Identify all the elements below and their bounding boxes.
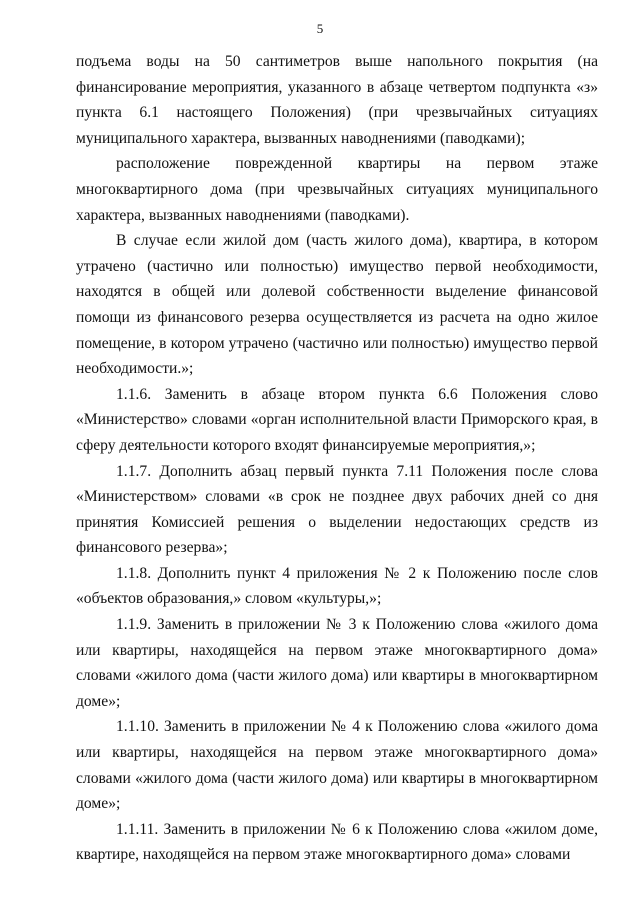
paragraph: 1.1.10. Заменить в приложении № 4 к Положению слова «жилого дома или квартиры, находящейся на первом этаже многоквартирного дома» словами «жилого дома (части жилого дома) или квартиры в многоквартирном доме»; <box>76 718 598 813</box>
paragraph: 1.1.7. Дополнить абзац первый пункта 7.11 Положения после слова «Министерством» словами «в срок не позднее двух рабочих дней со дня принятия Комиссией решения о выделении недостающих средств из финансового резерва»; <box>76 462 598 557</box>
paragraph: 1.1.6. Заменить в абзаце втором пункта 6.6 Положения слово «Министерство» словами «орган исполнительной власти Приморского края, в сферу деятельности которого входят финансируемые мероприятия,»; <box>76 385 598 454</box>
paragraph: подъема воды на 50 сантиметров выше напольного покрытия (на финансирование мероприятия, указанного в абзаце четвертом подпункта «з» пункта 6.1 настоящего Положения) (при чрезвычайных ситуациях муниципального характера, вызванных наводнениями (паводками); <box>76 53 598 147</box>
paragraph: В случае если жилой дом (часть жилого дома), квартира, в котором утрачено (частично или полностью) имущество первой необходимости, находятся в общей или долевой собственности выделение финансовой помощи из финансового резерва осуществляется из расчета на одно жилое помещение, в котором утрачено (частично или полностью) имущество первой необходимости.»; <box>76 232 598 378</box>
document-body <box>76 49 598 868</box>
paragraph: 1.1.8. Дополнить пункт 4 приложения № 2 к Положению после слов «объектов образования,» словом «культуры,»; <box>76 564 598 608</box>
paragraph: 1.1.11. Заменить в приложении № 6 к Положению слова «жилом доме, квартире, находящейся на первом этаже многоквартирного дома» словами <box>76 820 598 864</box>
paragraph: 1.1.9. Заменить в приложении № 3 к Положению слова «жилого дома или квартиры, находящейся на первом этаже многоквартирного дома» словами «жилого дома (части жилого дома) или квартиры в многоквартирном доме»; <box>76 616 598 710</box>
paragraph: расположение поврежденной квартиры на первом этаже многоквартирного дома (при чрезвычайных ситуациях муниципального характера, вызванных наводнениями (паводками). <box>76 155 598 224</box>
page-number: 5 <box>316 21 324 36</box>
